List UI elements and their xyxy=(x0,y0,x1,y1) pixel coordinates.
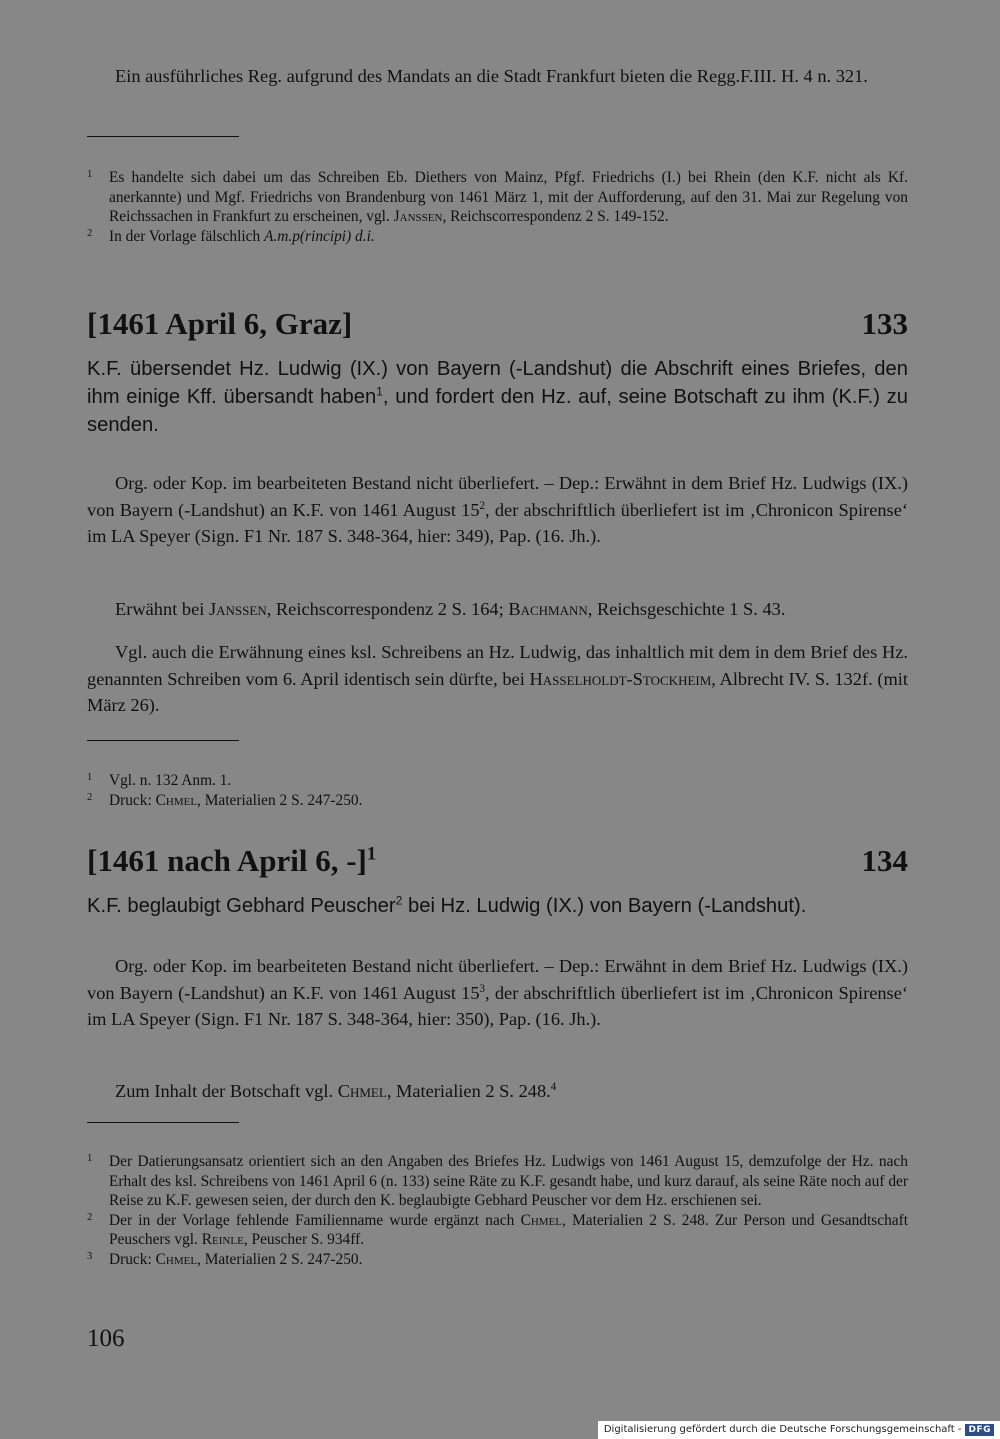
footnote xyxy=(87,791,908,811)
footnote xyxy=(87,771,908,791)
paragraph-text: , Materialien 2 S. 248. xyxy=(386,1081,551,1101)
footnote-divider xyxy=(87,1122,239,1123)
entry-134-paragraph-1 xyxy=(87,953,908,1033)
summary-text: K.F. übersendet Hz. Ludwig (IX.) von Bayern (-Landshut) die Abschrift eines Briefes, den ihm einige Kff. übersandt haben xyxy=(87,358,908,408)
footnote-ref: 1 xyxy=(376,384,383,399)
entry-summary-134 xyxy=(87,892,908,920)
entry-heading-134 xyxy=(87,843,908,879)
footnote-text: , Reichscorrespondenz 2 S. 149-152. xyxy=(442,208,669,226)
entry-title: [1461 April 6, Graz] xyxy=(87,306,353,341)
footnote-divider xyxy=(87,740,239,741)
italic-quote: A.m.p(rincipi) d.i. xyxy=(264,227,375,245)
summary-text: K.F. beglaubigt Gebhard Peuscher xyxy=(87,895,396,917)
footnote-text: Es handelte sich dabei um das Schreiben Eb. Diethers von Mainz, Pfgf. Friedrichs (I.) bei Rhein (den K.F. nicht als Kf. anerkannte) und Mgf. Friedrichs von Brandenburg von 1461 März 1, mit der Aufforderung, auf den 31. Mai zur Regelung von Reichssachen in Frankfurt zu erscheinen, vgl. xyxy=(109,169,908,226)
summary-text: bei Hz. Ludwig (IX.) von Bayern (-Landshut). xyxy=(402,895,807,917)
paragraph-text: , der abschriftlich überliefert ist im ‚Chronicon Spirense‘ im LA Speyer (Sign. F1 Nr. 187 S. 348-364, hier: 350), Pap. (16. Jh.). xyxy=(87,982,908,1029)
paragraph-text: , Albrecht IV. S. 132f. (mit März 26). xyxy=(87,668,908,715)
footnote xyxy=(87,168,908,227)
footnote-text: Vgl. n. 132 Anm. 1. xyxy=(109,772,232,789)
dfg-logo-icon: DFG xyxy=(965,1424,994,1436)
paragraph-text: , Reichscorrespondenz 2 S. 164; xyxy=(266,599,504,619)
footnote-ref: 2 xyxy=(395,893,403,908)
paragraph-text: , der abschriftlich überliefert ist im ‚Chronicon Spirense‘ im LA Speyer (Sign. F1 Nr. 187 S. 348-364, hier: 349), Pap. (16. Jh.). xyxy=(87,499,908,546)
footnote-divider xyxy=(87,136,239,137)
footnote xyxy=(87,227,908,247)
footnote-number: 1 xyxy=(87,169,93,180)
entry-number: 133 xyxy=(861,306,908,341)
paragraph-text: , Reichsgeschichte 1 S. 43. xyxy=(587,599,786,619)
paragraph-text: Vgl. auch die Erwähnung eines ksl. Schreibens an Hz. Ludwig, das inhaltlich mit dem in dem Brief des Hz. genannten Schreiben vom 6. April identisch sein dürfte, bei xyxy=(87,642,908,689)
author-name: Chmel xyxy=(520,1211,563,1229)
footnote-ref: 2 xyxy=(479,499,486,512)
footnotes-section-b xyxy=(87,771,908,810)
entry-heading-133 xyxy=(87,306,908,342)
footnote-number: 2 xyxy=(87,1211,93,1223)
entry-133-paragraph-3 xyxy=(87,639,908,719)
footnote-text: Der Datierungsansatz orientiert sich an den Angaben des Briefes Hz. Ludwigs von 1461 August 15, demzufolge der Hz. nach Erhalt des ksl. Schreibens von 1461 April 6 (n. 133) seine Räte zu K.F. gesandt habe, und kurz darauf, als seine Räte noch auf der Reise zu K.F. gewesen seien, der durch den K. beglaubigte Gebhard Peuscher vor dem Hz. erschienen sei. xyxy=(109,1153,908,1210)
entry-summary-133 xyxy=(87,355,908,439)
footnote-number: 3 xyxy=(87,1250,93,1262)
footnote-number: 2 xyxy=(87,227,93,239)
footnotes-section-a xyxy=(87,168,908,246)
footnote-ref: 4 xyxy=(550,1080,557,1093)
footnote-text: , Materialien 2 S. 247-250. xyxy=(197,791,363,809)
author-name: Janssen xyxy=(208,599,267,619)
footnote-ref: 3 xyxy=(479,982,486,995)
footnote-text: , Materialien 2 S. 248. Zur Person und Gesandtschaft Peuschers vgl. xyxy=(109,1211,909,1249)
paragraph-text: Org. oder Kop. im bearbeiteten Bestand nicht überliefert. – Dep.: Erwähnt in dem Brief Hz. Ludwigs (IX.) von Bayern (-Landshut) an K.F. von 1461 August 15 xyxy=(87,956,908,1003)
entry-133-paragraph-1 xyxy=(87,470,908,550)
author-name: Chmel xyxy=(155,791,198,809)
author-name: Chmel xyxy=(155,1250,198,1268)
entry-number: 134 xyxy=(861,843,908,878)
summary-text: , und fordert den Hz. auf, seine Botschaft zu ihm (K.F.) zu senden. xyxy=(87,386,908,436)
footnote-number: 1 xyxy=(87,772,93,783)
author-name: Bachmann xyxy=(508,599,588,619)
footnote xyxy=(87,1211,908,1250)
entry-133-paragraph-2 xyxy=(87,596,908,623)
paragraph-text: Zum Inhalt der Botschaft vgl. xyxy=(115,1081,334,1101)
intro-text: Ein ausführliches Reg. aufgrund des Mandats an die Stadt Frankfurt bieten die Regg.F.III. H. 4 n. 321. xyxy=(115,66,868,86)
entry-title: [1461 nach April 6, -] xyxy=(87,843,367,878)
footnote-text: Druck: xyxy=(109,791,152,809)
author-name: Janssen xyxy=(393,208,443,226)
author-name: Hasselholdt-Stockheim xyxy=(529,668,712,689)
paragraph-text: Erwähnt bei xyxy=(115,599,205,619)
footnote-text: Druck: xyxy=(109,1250,152,1268)
footnote-number: 1 xyxy=(87,1153,93,1164)
page-number: 106 xyxy=(87,1325,125,1352)
funding-footer xyxy=(598,1421,1000,1439)
footnote-text: , Materialien 2 S. 247-250. xyxy=(197,1250,363,1268)
footnote xyxy=(87,1250,908,1270)
footnote-text: Der in der Vorlage fehlende Familienname wurde ergänzt nach xyxy=(109,1211,515,1229)
funding-text: Digitalisierung gefördert durch die Deutsche Forschungsgemeinschaft - xyxy=(603,1424,962,1435)
entry-134-paragraph-2 xyxy=(87,1078,908,1105)
footnote xyxy=(87,1152,908,1211)
footnote-text: In der Vorlage fälschlich xyxy=(109,227,261,245)
paragraph-text: Org. oder Kop. im bearbeiteten Bestand nicht überliefert. – Dep.: Erwähnt in dem Brief Hz. Ludwigs (IX.) von Bayern (-Landshut) an K.F. von 1461 August 15 xyxy=(87,473,908,520)
author-name: Reinle xyxy=(201,1231,244,1249)
footnote-number: 2 xyxy=(87,791,93,803)
footnote-text: , Peuscher S. 934ff. xyxy=(243,1231,365,1249)
author-name: Chmel xyxy=(337,1081,387,1101)
footnotes-section-c xyxy=(87,1152,908,1270)
footnote-ref: 1 xyxy=(366,843,377,865)
intro-paragraph xyxy=(87,63,908,90)
